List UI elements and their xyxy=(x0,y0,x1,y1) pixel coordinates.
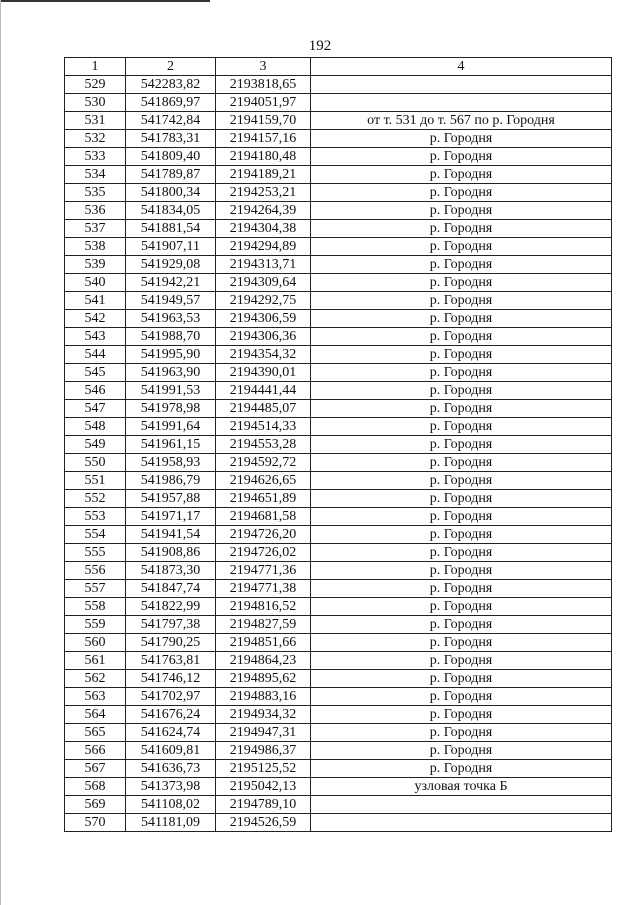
cell-y-coordinate: 2194306,36 xyxy=(216,328,311,346)
cell-point-number: 569 xyxy=(65,796,126,814)
cell-description xyxy=(311,76,612,94)
table-row xyxy=(65,130,612,148)
cell-description: р. Городня xyxy=(311,472,612,490)
cell-description: р. Городня xyxy=(311,526,612,544)
cell-y-coordinate: 2194726,02 xyxy=(216,544,311,562)
cell-description: р. Городня xyxy=(311,238,612,256)
table-row xyxy=(65,490,612,508)
cell-y-coordinate: 2194789,10 xyxy=(216,796,311,814)
cell-x-coordinate: 541624,74 xyxy=(126,724,216,742)
table-row xyxy=(65,670,612,688)
cell-y-coordinate: 2194986,37 xyxy=(216,742,311,760)
table-row xyxy=(65,796,612,814)
cell-x-coordinate: 541881,54 xyxy=(126,220,216,238)
cell-point-number: 553 xyxy=(65,508,126,526)
table-row xyxy=(65,778,612,796)
cell-point-number: 557 xyxy=(65,580,126,598)
cell-x-coordinate: 541991,53 xyxy=(126,382,216,400)
cell-x-coordinate: 541873,30 xyxy=(126,562,216,580)
cell-y-coordinate: 2194895,62 xyxy=(216,670,311,688)
cell-y-coordinate: 2193818,65 xyxy=(216,76,311,94)
cell-point-number: 550 xyxy=(65,454,126,472)
cell-y-coordinate: 2194441,44 xyxy=(216,382,311,400)
cell-point-number: 544 xyxy=(65,346,126,364)
cell-point-number: 564 xyxy=(65,706,126,724)
cell-x-coordinate: 541978,98 xyxy=(126,400,216,418)
cell-y-coordinate: 2194883,16 xyxy=(216,688,311,706)
cell-y-coordinate: 2194159,70 xyxy=(216,112,311,130)
cell-y-coordinate: 2194294,89 xyxy=(216,238,311,256)
cell-point-number: 555 xyxy=(65,544,126,562)
table-row xyxy=(65,454,612,472)
cell-x-coordinate: 541108,02 xyxy=(126,796,216,814)
table-row xyxy=(65,310,612,328)
cell-x-coordinate: 541676,24 xyxy=(126,706,216,724)
cell-point-number: 529 xyxy=(65,76,126,94)
cell-point-number: 563 xyxy=(65,688,126,706)
cell-x-coordinate: 541907,11 xyxy=(126,238,216,256)
cell-description: р. Городня xyxy=(311,508,612,526)
cell-point-number: 533 xyxy=(65,148,126,166)
cell-description: р. Городня xyxy=(311,166,612,184)
cell-point-number: 542 xyxy=(65,310,126,328)
table-row xyxy=(65,238,612,256)
cell-point-number: 565 xyxy=(65,724,126,742)
table-row xyxy=(65,634,612,652)
cell-point-number: 535 xyxy=(65,184,126,202)
coordinates-table xyxy=(64,57,612,832)
cell-y-coordinate: 2194726,20 xyxy=(216,526,311,544)
cell-y-coordinate: 2194313,71 xyxy=(216,256,311,274)
cell-x-coordinate: 541742,84 xyxy=(126,112,216,130)
cell-x-coordinate: 541609,81 xyxy=(126,742,216,760)
cell-description: р. Городня xyxy=(311,328,612,346)
table-row xyxy=(65,724,612,742)
cell-y-coordinate: 2194051,97 xyxy=(216,94,311,112)
table-row xyxy=(65,706,612,724)
table-row xyxy=(65,76,612,94)
cell-y-coordinate: 2194304,38 xyxy=(216,220,311,238)
cell-x-coordinate: 541988,70 xyxy=(126,328,216,346)
cell-point-number: 540 xyxy=(65,274,126,292)
table-row xyxy=(65,742,612,760)
cell-x-coordinate: 541995,90 xyxy=(126,346,216,364)
table-row xyxy=(65,652,612,670)
cell-description: р. Городня xyxy=(311,706,612,724)
cell-description: р. Городня xyxy=(311,724,612,742)
cell-point-number: 548 xyxy=(65,418,126,436)
cell-y-coordinate: 2194526,59 xyxy=(216,814,311,832)
cell-point-number: 538 xyxy=(65,238,126,256)
cell-description xyxy=(311,94,612,112)
cell-y-coordinate: 2194771,38 xyxy=(216,580,311,598)
cell-x-coordinate: 541746,12 xyxy=(126,670,216,688)
cell-point-number: 545 xyxy=(65,364,126,382)
cell-description: р. Городня xyxy=(311,562,612,580)
column-header-number: 1 xyxy=(65,58,126,76)
cell-description: р. Городня xyxy=(311,652,612,670)
cell-description: р. Городня xyxy=(311,454,612,472)
table-row xyxy=(65,526,612,544)
cell-x-coordinate: 541847,74 xyxy=(126,580,216,598)
table-header-row xyxy=(65,58,612,76)
cell-description xyxy=(311,796,612,814)
table-row xyxy=(65,94,612,112)
column-header-description: 4 xyxy=(311,58,612,76)
cell-description: р. Городня xyxy=(311,202,612,220)
cell-y-coordinate: 2194626,65 xyxy=(216,472,311,490)
cell-description: р. Городня xyxy=(311,436,612,454)
table-row xyxy=(65,166,612,184)
cell-y-coordinate: 2194864,23 xyxy=(216,652,311,670)
cell-y-coordinate: 2194292,75 xyxy=(216,292,311,310)
cell-y-coordinate: 2194264,39 xyxy=(216,202,311,220)
cell-y-coordinate: 2194681,58 xyxy=(216,508,311,526)
table-row xyxy=(65,220,612,238)
cell-x-coordinate: 541991,64 xyxy=(126,418,216,436)
table-row xyxy=(65,688,612,706)
cell-point-number: 552 xyxy=(65,490,126,508)
cell-x-coordinate: 541800,34 xyxy=(126,184,216,202)
cell-description: р. Городня xyxy=(311,274,612,292)
cell-y-coordinate: 2194771,36 xyxy=(216,562,311,580)
table-row xyxy=(65,598,612,616)
cell-description: узловая точка Б xyxy=(311,778,612,796)
cell-y-coordinate: 2194485,07 xyxy=(216,400,311,418)
cell-x-coordinate: 541834,05 xyxy=(126,202,216,220)
page-number: 192 xyxy=(308,38,332,54)
cell-x-coordinate: 541963,90 xyxy=(126,364,216,382)
cell-x-coordinate: 541790,25 xyxy=(126,634,216,652)
cell-x-coordinate: 541822,99 xyxy=(126,598,216,616)
cell-x-coordinate: 541957,88 xyxy=(126,490,216,508)
cell-description: р. Городня xyxy=(311,670,612,688)
cell-point-number: 551 xyxy=(65,472,126,490)
cell-x-coordinate: 541181,09 xyxy=(126,814,216,832)
cell-x-coordinate: 541929,08 xyxy=(126,256,216,274)
table-row xyxy=(65,382,612,400)
cell-point-number: 530 xyxy=(65,94,126,112)
cell-description: р. Городня xyxy=(311,544,612,562)
table-row xyxy=(65,472,612,490)
cell-x-coordinate: 542283,82 xyxy=(126,76,216,94)
table-row xyxy=(65,202,612,220)
cell-y-coordinate: 2194851,66 xyxy=(216,634,311,652)
cell-point-number: 539 xyxy=(65,256,126,274)
cell-x-coordinate: 541636,73 xyxy=(126,760,216,778)
table-row xyxy=(65,346,612,364)
cell-description: р. Городня xyxy=(311,148,612,166)
cell-point-number: 562 xyxy=(65,670,126,688)
cell-description: р. Городня xyxy=(311,418,612,436)
table-row xyxy=(65,256,612,274)
cell-description: р. Городня xyxy=(311,130,612,148)
cell-description: р. Городня xyxy=(311,688,612,706)
cell-description: р. Городня xyxy=(311,346,612,364)
cell-y-coordinate: 2194816,52 xyxy=(216,598,311,616)
cell-description: р. Городня xyxy=(311,256,612,274)
cell-x-coordinate: 541941,54 xyxy=(126,526,216,544)
cell-description: р. Городня xyxy=(311,760,612,778)
cell-description: р. Городня xyxy=(311,310,612,328)
table-row xyxy=(65,364,612,382)
cell-x-coordinate: 541986,79 xyxy=(126,472,216,490)
cell-y-coordinate: 2194934,32 xyxy=(216,706,311,724)
cell-description: р. Городня xyxy=(311,490,612,508)
table-row xyxy=(65,562,612,580)
cell-x-coordinate: 541869,97 xyxy=(126,94,216,112)
cell-point-number: 549 xyxy=(65,436,126,454)
table-row xyxy=(65,400,612,418)
cell-description: р. Городня xyxy=(311,184,612,202)
cell-y-coordinate: 2194306,59 xyxy=(216,310,311,328)
table-row xyxy=(65,544,612,562)
cell-x-coordinate: 541963,53 xyxy=(126,310,216,328)
cell-x-coordinate: 541958,93 xyxy=(126,454,216,472)
cell-y-coordinate: 2194514,33 xyxy=(216,418,311,436)
cell-x-coordinate: 541763,81 xyxy=(126,652,216,670)
cell-y-coordinate: 2194947,31 xyxy=(216,724,311,742)
cell-point-number: 554 xyxy=(65,526,126,544)
cell-description: р. Городня xyxy=(311,580,612,598)
cell-y-coordinate: 2194157,16 xyxy=(216,130,311,148)
cell-y-coordinate: 2194180,48 xyxy=(216,148,311,166)
table-body xyxy=(65,76,612,832)
cell-point-number: 560 xyxy=(65,634,126,652)
column-header-x: 2 xyxy=(126,58,216,76)
cell-description: от т. 531 до т. 567 по р. Городня xyxy=(311,112,612,130)
cell-point-number: 536 xyxy=(65,202,126,220)
table-row xyxy=(65,148,612,166)
table-row xyxy=(65,616,612,634)
table-row xyxy=(65,508,612,526)
cell-x-coordinate: 541949,57 xyxy=(126,292,216,310)
cell-x-coordinate: 541961,15 xyxy=(126,436,216,454)
table-row xyxy=(65,760,612,778)
cell-point-number: 570 xyxy=(65,814,126,832)
cell-description: р. Городня xyxy=(311,292,612,310)
cell-description: р. Городня xyxy=(311,616,612,634)
cell-point-number: 531 xyxy=(65,112,126,130)
table-row xyxy=(65,436,612,454)
table-row xyxy=(65,328,612,346)
cell-description: р. Городня xyxy=(311,742,612,760)
cell-y-coordinate: 2194592,72 xyxy=(216,454,311,472)
table-row xyxy=(65,184,612,202)
cell-x-coordinate: 541797,38 xyxy=(126,616,216,634)
cell-point-number: 543 xyxy=(65,328,126,346)
cell-x-coordinate: 541942,21 xyxy=(126,274,216,292)
cell-x-coordinate: 541908,86 xyxy=(126,544,216,562)
column-header-y: 3 xyxy=(216,58,311,76)
cell-description xyxy=(311,814,612,832)
cell-x-coordinate: 541971,17 xyxy=(126,508,216,526)
cell-point-number: 561 xyxy=(65,652,126,670)
cell-point-number: 534 xyxy=(65,166,126,184)
cell-point-number: 541 xyxy=(65,292,126,310)
cell-y-coordinate: 2195125,52 xyxy=(216,760,311,778)
scan-edge-line xyxy=(0,0,210,2)
cell-y-coordinate: 2194827,59 xyxy=(216,616,311,634)
cell-y-coordinate: 2195042,13 xyxy=(216,778,311,796)
cell-point-number: 532 xyxy=(65,130,126,148)
cell-y-coordinate: 2194189,21 xyxy=(216,166,311,184)
cell-point-number: 566 xyxy=(65,742,126,760)
cell-point-number: 537 xyxy=(65,220,126,238)
table-row xyxy=(65,418,612,436)
cell-x-coordinate: 541809,40 xyxy=(126,148,216,166)
cell-description: р. Городня xyxy=(311,382,612,400)
cell-point-number: 547 xyxy=(65,400,126,418)
cell-y-coordinate: 2194651,89 xyxy=(216,490,311,508)
cell-x-coordinate: 541702,97 xyxy=(126,688,216,706)
cell-point-number: 559 xyxy=(65,616,126,634)
cell-y-coordinate: 2194390,01 xyxy=(216,364,311,382)
cell-point-number: 556 xyxy=(65,562,126,580)
cell-description: р. Городня xyxy=(311,364,612,382)
cell-description: р. Городня xyxy=(311,400,612,418)
table-row xyxy=(65,292,612,310)
table-row xyxy=(65,814,612,832)
cell-description: р. Городня xyxy=(311,634,612,652)
cell-point-number: 568 xyxy=(65,778,126,796)
cell-point-number: 558 xyxy=(65,598,126,616)
cell-point-number: 546 xyxy=(65,382,126,400)
cell-y-coordinate: 2194309,64 xyxy=(216,274,311,292)
scan-left-edge xyxy=(0,0,1,905)
cell-point-number: 567 xyxy=(65,760,126,778)
cell-x-coordinate: 541373,98 xyxy=(126,778,216,796)
cell-x-coordinate: 541789,87 xyxy=(126,166,216,184)
cell-y-coordinate: 2194553,28 xyxy=(216,436,311,454)
cell-y-coordinate: 2194253,21 xyxy=(216,184,311,202)
table-row xyxy=(65,580,612,598)
table-row xyxy=(65,112,612,130)
cell-description: р. Городня xyxy=(311,220,612,238)
cell-description: р. Городня xyxy=(311,598,612,616)
cell-x-coordinate: 541783,31 xyxy=(126,130,216,148)
cell-y-coordinate: 2194354,32 xyxy=(216,346,311,364)
table-row xyxy=(65,274,612,292)
